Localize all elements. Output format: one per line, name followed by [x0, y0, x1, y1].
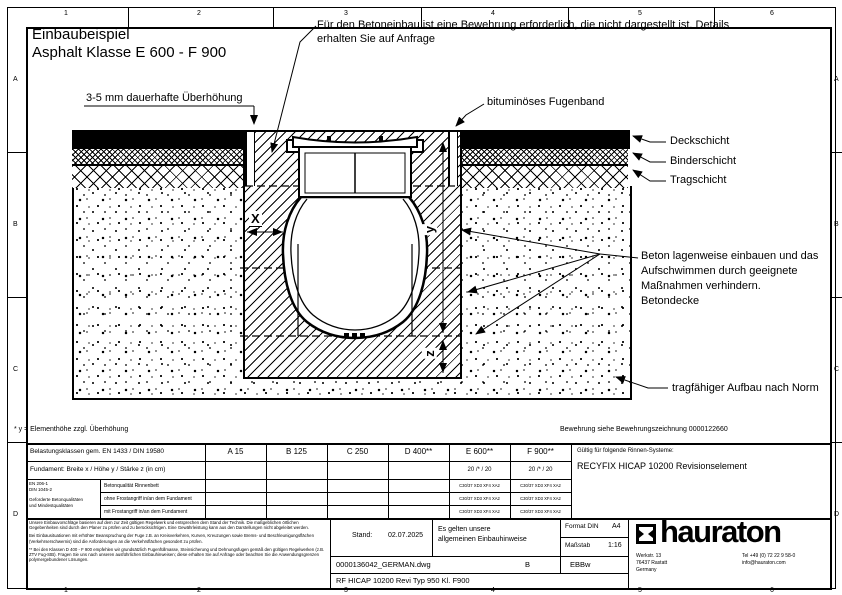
- norm-reference: und Mindestqualitäten: [29, 503, 74, 508]
- table-line: [100, 492, 571, 493]
- table-line: [330, 518, 331, 588]
- address-city: 76437 Rastatt: [636, 560, 668, 566]
- phone-number: Tel +49 (0) 72 22 9 58-0: [742, 553, 796, 559]
- stand-label: Stand:: [352, 532, 373, 539]
- joint-tape-label: bituminöses Fugenband: [487, 96, 605, 108]
- quality-row-label: Betonqualität Rinnenbett: [104, 483, 159, 489]
- subgrade-label: tragfähiger Aufbau nach Norm: [672, 382, 819, 394]
- table-line: [26, 443, 830, 445]
- zone-col-label: 6: [770, 10, 774, 17]
- rebar-drawing-reference: Bewehrung siehe Bewehrungszeichnung 0000122660: [560, 426, 728, 433]
- zone-row-label: C: [13, 366, 19, 373]
- foundation-label: Fundament: Breite x / Höhe y / Stärke z (in cm): [30, 466, 166, 473]
- editor-initials: EBBw: [570, 560, 591, 569]
- systems-label: Gültig für folgende Rinnen-Systeme:: [577, 448, 674, 454]
- foundation-f900-value: 20 /* / 20: [528, 467, 553, 473]
- zone-col-label: 3: [344, 10, 348, 17]
- table-line: [560, 537, 628, 538]
- page-title: Einbaubeispiel: [32, 26, 130, 43]
- binderschicht-leader: [633, 153, 666, 162]
- table-line: [100, 505, 571, 506]
- load-class-b125: B 125: [286, 447, 307, 456]
- hints-text: Es gelten unsere: [438, 526, 491, 533]
- zone-row-label: D: [834, 511, 840, 518]
- subgrade-leader: [616, 377, 668, 388]
- concrete-note-text: Betondecke: [641, 295, 700, 307]
- dim-z-label: z: [421, 350, 437, 357]
- table-line: [330, 573, 628, 574]
- table-line: [628, 518, 629, 588]
- hints-text: allgemeinen Einbauhinweise: [438, 536, 527, 543]
- foundation-e600-value: 20 /* / 20: [467, 467, 492, 473]
- zone-col-label: 6: [770, 587, 774, 594]
- quality-value: C30/37 XD3 XF4 XA2: [520, 496, 561, 501]
- rebar-note-text: erhalten Sie auf Anfrage: [317, 33, 436, 45]
- tragschicht-label: Tragschicht: [670, 174, 727, 186]
- table-line: [26, 479, 571, 480]
- quality-row-label: ohne Frostangriff in/an dem Fundament: [104, 496, 192, 502]
- address-country: Germany: [636, 567, 657, 573]
- drawing-title: RF HICAP 10200 Revi Typ 950 Kl. F900: [336, 576, 470, 585]
- camber-label: 3-5 mm dauerhafte Überhöhung: [86, 92, 243, 104]
- concrete-note-leader: [462, 230, 600, 254]
- dim-y-label: y: [422, 225, 438, 234]
- table-line: [100, 479, 101, 518]
- load-class-f900: F 900**: [527, 447, 554, 456]
- binderschicht-label: Binderschicht: [670, 155, 737, 167]
- quality-value: C30/37 XD3 XF4 XA2: [459, 509, 500, 514]
- zone-row-label: B: [13, 221, 18, 228]
- concrete-note-text: Aufschwimmen durch geeignete: [641, 265, 798, 277]
- load-class-header: Belastungsklassen gem. EN 1433 / DIN 19580: [30, 448, 165, 455]
- quality-value: C30/37 XD3 XF4 XA2: [459, 483, 500, 488]
- rebar-note-text: Für den Betoneinbau ist eine Bewehrung erforderlich, die nicht dargestellt ist. Details: [317, 19, 730, 31]
- disclaimer-paragraph: ** Bei den Klassen D 400 - F 900 empfehlen wir grundsätzlich Fugenfüllmasse, Steinsicherung und Dehnungsfugen gemäß den gültigen Regelwerken (z.B. ZTV Fug-StB). Fragen Sie uns nach unseren ausführlichen Einbauhinweisen; diese erhalten Sie auf Anfrage oder beachten Sie die Anwendungsgrenzen polymergebundener Lösungen.: [29, 546, 325, 563]
- load-class-d400: D 400**: [404, 447, 433, 456]
- zone-row-label: B: [834, 221, 839, 228]
- zone-col-label: 3: [344, 587, 348, 594]
- joint-tape-leader: [456, 104, 484, 126]
- concrete-note-text: Maßnahmen verhindern.: [641, 280, 761, 292]
- norm-reference: EN 206-1: [29, 481, 49, 486]
- quality-value: C30/37 XD3 XF4 XA2: [520, 483, 561, 488]
- zone-col-label: 2: [197, 10, 201, 17]
- zone-col-label: 2: [197, 587, 201, 594]
- deckschicht-leader: [633, 136, 666, 142]
- zone-row-label: A: [834, 76, 839, 83]
- concrete-note-leader: [468, 254, 600, 292]
- norm-reference: Geforderte Betonqualitäten: [29, 497, 84, 502]
- page-subtitle: Asphalt Klasse E 600 - F 900: [32, 44, 227, 61]
- zone-col-label: 1: [64, 587, 68, 594]
- hauraton-logo-icon: [636, 524, 656, 544]
- disclaimer-paragraph: Unsere Einbauvorschläge basieren auf dem zur Zeit gültigen Regelwerk und entsprechen dem Stand der Technik. Die maßgeblichen örtlichen Gegebenheiten sind durch den Planer zu prüfen und zu berücksichtigen. Eine Gewährleistung kann aus den Darstellungen nicht abgeleitet werden.: [29, 520, 309, 531]
- table-line: [432, 518, 433, 556]
- zone-col-label: 1: [64, 10, 68, 17]
- file-name: 0000136042_GERMAN.dwg: [336, 560, 431, 569]
- table-line: [26, 461, 571, 462]
- zone-col-label: 5: [638, 587, 642, 594]
- stand-date: 02.07.2025: [388, 532, 424, 539]
- scale-label: Maßstab: [565, 542, 591, 549]
- scale-value: 1:16: [608, 542, 622, 549]
- zone-col-label: 4: [491, 10, 495, 17]
- zone-col-label: 5: [638, 10, 642, 17]
- table-line: [330, 556, 628, 557]
- concrete-note-leader: [600, 254, 638, 258]
- quality-row-label: mit Frostangriff in/an dem Fundament: [104, 509, 188, 515]
- zone-row-label: A: [13, 76, 18, 83]
- load-class-e600: E 600**: [465, 447, 494, 456]
- hauraton-logo-text: hauraton: [660, 514, 781, 549]
- concrete-note-text: Beton lagenweise einbauen und das: [641, 250, 819, 262]
- norm-reference: DIN 1045-2: [29, 487, 53, 492]
- format-value: A4: [612, 523, 621, 530]
- zone-row-label: D: [13, 511, 19, 518]
- address-street: Werkstr. 13: [636, 553, 662, 559]
- dim-x-label: X: [251, 211, 260, 226]
- disclaimer-text: [29, 520, 326, 565]
- table-line: [571, 443, 572, 518]
- concrete-note-leader: [476, 254, 600, 334]
- zone-row-label: C: [834, 366, 840, 373]
- deckschicht-label: Deckschicht: [670, 135, 730, 147]
- email-address: info@hauraton.com: [742, 560, 786, 566]
- footnote-y: * y = Elementhöhe zzgl. Überhöhung: [14, 426, 129, 433]
- tragschicht-leader: [633, 170, 666, 181]
- load-class-c250: C 250: [346, 447, 369, 456]
- quality-value: C30/37 XD3 XF4 XA2: [459, 496, 500, 501]
- rebar-note-leader: [272, 26, 316, 152]
- revision-letter: B: [525, 560, 531, 569]
- format-label: Format DIN: [565, 523, 599, 530]
- zone-col-label: 4: [491, 587, 495, 594]
- system-name: RECYFIX HICAP 10200 Revisionselement: [577, 461, 747, 471]
- disclaimer-paragraph: Bei Einbausituationen mit erhöhter Beanspruchung der Fuge z.B. an Kreisverkehren, Kurven, Kreuzungen sowie Brems- und Beschleunigungsflächen (Verkehrserschwernis) sind die Anforderungen an die Verkehrsflächen gesondert zu prüfen.: [29, 533, 314, 544]
- load-class-a15: A 15: [227, 447, 244, 456]
- table-line: [560, 518, 561, 573]
- quality-value: C30/37 XD3 XF4 XA2: [520, 509, 561, 514]
